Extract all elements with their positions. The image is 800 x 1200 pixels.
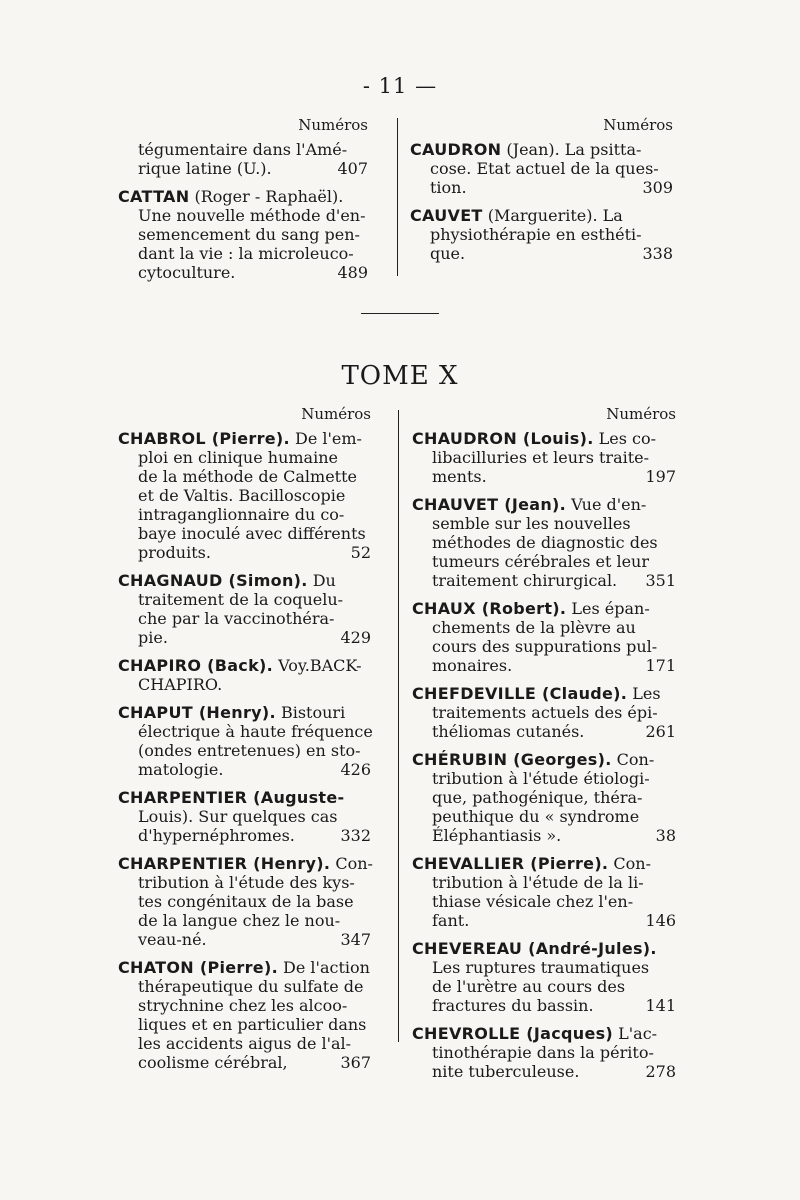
page-reference: 351 <box>645 571 676 590</box>
page-reference: 489 <box>337 263 368 282</box>
author-name: CAUVET <box>410 206 483 225</box>
page-reference: 261 <box>645 722 676 741</box>
entry-line: thiase vésicale chez l'en- <box>432 892 634 911</box>
entry-line: che par la vaccinothéra- <box>138 609 335 628</box>
top-right-column <box>410 116 673 272</box>
index-entry <box>412 939 676 1015</box>
entry-line: liques et en particulier dans <box>138 1015 367 1034</box>
entry-line: tégumentaire dans l'Amé- <box>138 140 348 159</box>
page-reference: 338 <box>642 244 673 263</box>
entry-line: d'hypernéphromes. <box>138 826 295 845</box>
top-left-column <box>118 116 368 291</box>
page-reference: 347 <box>340 930 371 949</box>
entry-line: strychnine chez les alcoo- <box>138 996 348 1015</box>
entry-line: tinothérapie dans la périto- <box>432 1043 654 1062</box>
entry-line: théliomas cutanés. <box>432 722 585 741</box>
entry-line <box>410 140 673 159</box>
entry-line: et de Valtis. Bacilloscopie <box>138 486 346 505</box>
entry-line <box>412 495 676 514</box>
entry-line <box>118 187 368 206</box>
entry-line: tribution à l'étude de la li- <box>432 873 644 892</box>
page-reference: 407 <box>337 159 368 178</box>
entry-text: L'ac- <box>613 1024 658 1043</box>
index-entry <box>412 429 676 486</box>
index-entry <box>118 140 368 178</box>
entry-text: Con- <box>608 854 651 873</box>
entry-line: peuthique du « syndrome <box>432 807 640 826</box>
numeros-header: Numéros <box>301 405 371 423</box>
entry-line: monaires. <box>432 656 513 675</box>
entry-text: Bistouri <box>275 703 346 722</box>
page-number: - 11 — <box>362 74 438 98</box>
entry-line: traitements actuels des épi- <box>432 703 658 722</box>
page-reference: 171 <box>645 656 676 675</box>
entry-line <box>412 429 676 448</box>
bottom-left-column <box>118 405 371 1081</box>
entry-line: électrique à haute fréquence <box>138 722 373 741</box>
tome-title: TOME X <box>341 361 459 391</box>
page-reference: 197 <box>645 467 676 486</box>
author-name: CHEVEREAU (André-Jules). <box>412 939 657 958</box>
author-name: CHAUX (Robert). <box>412 599 567 618</box>
entry-text: Voy.BACK- <box>273 656 362 675</box>
entry-text: Con- <box>330 854 373 873</box>
entry-line: tion. <box>430 178 467 197</box>
entry-line: traitement de la coquelu- <box>138 590 344 609</box>
entry-text: De l'action <box>277 958 370 977</box>
author-name: CHAGNAUD (Simon). <box>118 571 308 590</box>
entry-line <box>118 703 371 722</box>
entry-text: De l'em- <box>289 429 362 448</box>
author-name: CHAUVET (Jean). <box>412 495 567 514</box>
entry-line: cytoculture. <box>138 263 236 282</box>
index-entry <box>118 958 371 1072</box>
entry-line: CHAPIRO. <box>138 675 223 694</box>
page-reference: 332 <box>340 826 371 845</box>
numeros-header: Numéros <box>603 116 673 134</box>
index-entry <box>410 140 673 197</box>
author-name: CHEVALLIER (Pierre). <box>412 854 609 873</box>
numeros-header: Numéros <box>606 405 676 423</box>
entry-line: baye inoculé avec différents <box>138 524 366 543</box>
index-entry <box>410 206 673 263</box>
entry-line <box>118 958 371 977</box>
entry-line: tes congénitaux de la base <box>138 892 354 911</box>
entry-line <box>118 429 371 448</box>
entry-line: physiothérapie en esthéti- <box>430 225 642 244</box>
entry-line <box>118 571 371 590</box>
entry-line: Éléphantiasis ». <box>432 826 562 845</box>
entry-line: tribution à l'étude des kys- <box>138 873 355 892</box>
page-reference: 278 <box>645 1062 676 1081</box>
entry-line: de la langue chez le nou- <box>138 911 341 930</box>
author-name: CHEVROLLE (Jacques) <box>412 1024 614 1043</box>
entry-line: tribution à l'étude étiologi- <box>432 769 650 788</box>
entry-line: thérapeutique du sulfate de <box>138 977 364 996</box>
author-name: CHÉRUBIN (Georges). <box>412 750 612 769</box>
index-entry <box>412 854 676 930</box>
entry-line: ploi en clinique humaine <box>138 448 338 467</box>
entry-line: Une nouvelle méthode d'en- <box>138 206 366 225</box>
section-separator <box>361 313 439 314</box>
entry-line <box>412 684 676 703</box>
entry-line: produits. <box>138 543 211 562</box>
entry-line: que. <box>430 244 466 263</box>
entry-line: fractures du bassin. <box>432 996 594 1015</box>
entry-text: (Marguerite). La <box>482 206 623 225</box>
author-name: CATTAN <box>118 187 190 206</box>
entry-text: Les <box>627 684 661 703</box>
author-name: CAUDRON <box>410 140 502 159</box>
entry-line <box>412 750 676 769</box>
entry-text: Vue d'en- <box>566 495 647 514</box>
index-entry <box>118 656 371 694</box>
entry-line: coolisme cérébral, <box>138 1053 288 1072</box>
page-reference: 309 <box>642 178 673 197</box>
entry-line: que, pathogénique, théra- <box>432 788 643 807</box>
entry-line: traitement chirurgical. <box>432 571 618 590</box>
page-reference: 141 <box>645 996 676 1015</box>
index-entry <box>412 1024 676 1081</box>
entry-line <box>412 854 676 873</box>
entry-line: rique latine (U.). <box>138 159 272 178</box>
page-reference: 52 <box>350 543 371 562</box>
entry-line: veau-né. <box>138 930 207 949</box>
bottom-column-divider <box>398 410 399 1042</box>
entry-line: fant. <box>432 911 470 930</box>
entry-line <box>410 206 673 225</box>
entry-text: Les co- <box>593 429 657 448</box>
entry-line: Louis). Sur quelques cas <box>138 807 338 826</box>
index-entry <box>118 854 371 949</box>
entry-line: tumeurs cérébrales et leur <box>432 552 650 571</box>
entry-line: ments. <box>432 467 487 486</box>
author-name: CHAPUT (Henry). <box>118 703 276 722</box>
entry-line <box>118 788 371 807</box>
entry-line <box>412 1024 676 1043</box>
entry-line: (ondes entretenues) en sto- <box>138 741 361 760</box>
index-entry <box>412 599 676 675</box>
author-name: CHAUDRON (Louis). <box>412 429 594 448</box>
entry-line <box>412 939 676 958</box>
entry-line <box>412 599 676 618</box>
page-reference: 429 <box>340 628 371 647</box>
entry-line: les accidents aigus de l'al- <box>138 1034 352 1053</box>
page-reference: 426 <box>340 760 371 779</box>
author-name: CHATON (Pierre). <box>118 958 278 977</box>
index-entry <box>118 187 368 282</box>
entry-text: Du <box>307 571 336 590</box>
entry-text: (Roger - Raphaël). <box>189 187 344 206</box>
entry-text: Les épan- <box>566 599 650 618</box>
entry-line: intraganglionnaire du co- <box>138 505 345 524</box>
page-reference: 367 <box>340 1053 371 1072</box>
entry-line: cose. Etat actuel de la ques- <box>430 159 659 178</box>
entry-line <box>118 854 371 873</box>
entry-line: cours des suppurations pul- <box>432 637 658 656</box>
index-entry <box>118 571 371 647</box>
entry-line: de la méthode de Calmette <box>138 467 358 486</box>
entry-line <box>118 656 371 675</box>
author-name: CHARPENTIER (Auguste- <box>118 788 345 807</box>
entry-line: nite tuberculeuse. <box>432 1062 580 1081</box>
author-name: CHAPIRO (Back). <box>118 656 274 675</box>
author-name: CHARPENTIER (Henry). <box>118 854 331 873</box>
entry-line: de l'urètre au cours des <box>432 977 626 996</box>
top-column-divider <box>397 118 398 276</box>
bottom-right-column <box>412 405 676 1090</box>
index-entry <box>412 750 676 845</box>
entry-line: matologie. <box>138 760 224 779</box>
index-entry <box>118 429 371 562</box>
page-reference: 146 <box>645 911 676 930</box>
entry-line: semble sur les nouvelles <box>432 514 631 533</box>
index-entry <box>412 684 676 741</box>
entry-line: libacilluries et leurs traite- <box>432 448 650 467</box>
author-name: CHABROL (Pierre). <box>118 429 290 448</box>
index-entry <box>118 703 371 779</box>
page-reference: 38 <box>655 826 676 845</box>
entry-line: Les ruptures traumatiques <box>432 958 650 977</box>
index-entry <box>412 495 676 590</box>
numeros-header: Numéros <box>298 116 368 134</box>
entry-line: chements de la plèvre au <box>432 618 636 637</box>
author-name: CHEFDEVILLE (Claude). <box>412 684 628 703</box>
entry-line: pie. <box>138 628 168 647</box>
entry-line: dant la vie : la microleuco- <box>138 244 354 263</box>
entry-text: Con- <box>611 750 655 769</box>
entry-line: méthodes de diagnostic des <box>432 533 658 552</box>
index-entry <box>118 788 371 845</box>
entry-text: (Jean). La psitta- <box>501 140 642 159</box>
entry-line: semencement du sang pen- <box>138 225 360 244</box>
